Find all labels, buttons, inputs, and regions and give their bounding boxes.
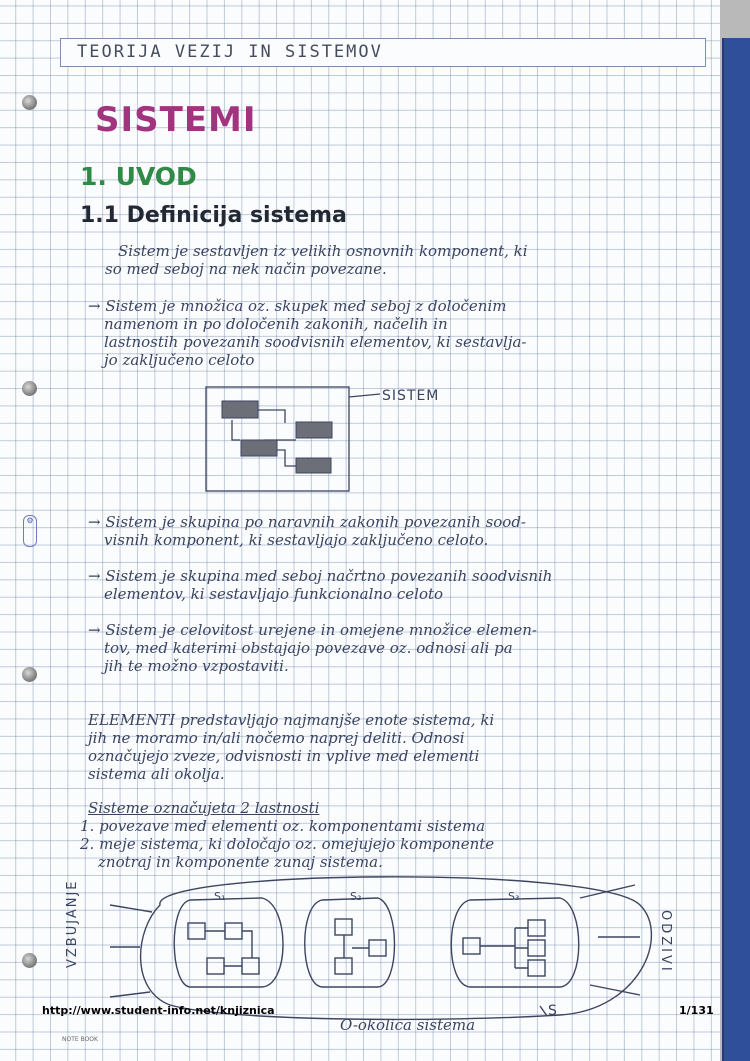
definition-line: elementov, ki sestavljajo funkcionalno celoto: [104, 585, 444, 603]
connection-arrow: [258, 410, 285, 423]
component-block: [222, 401, 258, 418]
footer-url[interactable]: http://www.student-info.net/knjiznica: [42, 1004, 275, 1017]
property-line: 1. povezave med elementi oz. komponentami sistema: [80, 817, 486, 835]
intro-line: so med seboj na nek način povezane.: [105, 260, 387, 278]
header-title: TEORIJA VEZIJ IN SISTEMOV: [77, 42, 383, 62]
environment-label: O-okolica sistema: [340, 1016, 476, 1034]
subsystem-label: S₁: [214, 890, 226, 903]
input-arrow: [110, 905, 152, 912]
component-block: [241, 440, 277, 456]
output-label: ODZIVI: [658, 910, 673, 974]
definition-line: visnih komponent, ki sestavljajo zaključeno celoto.: [104, 531, 489, 549]
element-box: [335, 958, 352, 974]
element-box: [528, 960, 545, 976]
element-box: [225, 923, 242, 939]
element-box: [463, 938, 480, 954]
element-box: [335, 919, 352, 935]
definition-line: tov, med katerimi obstajajo povezave oz. odnosi ali pa: [104, 639, 513, 657]
system-label-pointer: [540, 1006, 547, 1016]
section-heading: 1. UVOD: [80, 162, 197, 191]
output-arrow: [580, 885, 635, 898]
definition-line: → Sistem je skupina po naravnih zakonih povezanih sood-: [88, 513, 526, 531]
component-block: [296, 422, 332, 438]
definition-line: namenom in po določenih zakonih, načelih in: [104, 315, 448, 333]
elementi-line: sistema ali okolja.: [88, 765, 225, 783]
element-link: [515, 928, 528, 968]
elementi-line: označujejo zveze, odvisnosti in vplive med elementi: [88, 747, 480, 765]
diagram-sistem-label: SISTEM: [382, 388, 440, 404]
intro-line: Sistem je sestavljen iz velikih osnovnih komponent, ki: [118, 242, 528, 260]
definition-line: → Sistem je množica oz. skupek med seboj z določenim: [88, 297, 507, 315]
footer-page-number: 1/131: [679, 1004, 714, 1017]
subsystem-label: S₃: [508, 890, 520, 903]
page-title: SISTEMI: [95, 100, 257, 140]
element-box: [207, 958, 224, 974]
definition-line: jo zaključeno celoto: [104, 351, 255, 369]
input-arrow: [110, 992, 150, 997]
definition-line: lastnostih povezanih soodvisnih elementov, ki sestavlja-: [104, 333, 527, 351]
definition-line: jih te možno vzpostaviti.: [104, 657, 289, 675]
connection-arrow: [232, 420, 240, 440]
definition-line: → Sistem je skupina med seboj načrtno povezanih soodvisnih: [88, 567, 553, 585]
element-box: [528, 920, 545, 936]
subsystem-s1-boundary: [174, 898, 283, 987]
element-box: [369, 940, 386, 956]
element-box: [528, 940, 545, 956]
margin-logo-icon: ⚙: [23, 515, 37, 547]
system-label: S: [548, 1003, 557, 1019]
sistem-pointer-line: [349, 394, 380, 397]
subsystem-label: S₂: [350, 890, 362, 903]
elementi-line: ELEMENTI predstavljajo najmanjše enote sistema, ki: [88, 711, 495, 729]
blue-binding: [722, 38, 750, 1061]
element-box: [188, 923, 205, 939]
property-line: 2. meje sistema, ki določajo oz. omejujejo komponente: [80, 835, 495, 853]
element-link: [242, 931, 252, 958]
connection-arrow: [277, 450, 296, 466]
subsection-heading: 1.1 Definicija sistema: [80, 203, 347, 228]
notebook-brand: NOTE BOOK: [62, 1036, 98, 1043]
element-box: [242, 958, 259, 974]
input-label: VZBUJANJE: [65, 879, 80, 968]
definition-line: → Sistem je celovitost urejene in omejene množice elemen-: [88, 621, 538, 639]
output-arrow: [590, 985, 640, 995]
property-line: znotraj in komponente zunaj sistema.: [98, 853, 383, 871]
component-block: [296, 458, 331, 473]
properties-heading: Sisteme označujeta 2 lastnosti: [88, 799, 320, 817]
elementi-line: jih ne moramo in/ali nočemo naprej deliti. Odnosi: [88, 729, 465, 747]
